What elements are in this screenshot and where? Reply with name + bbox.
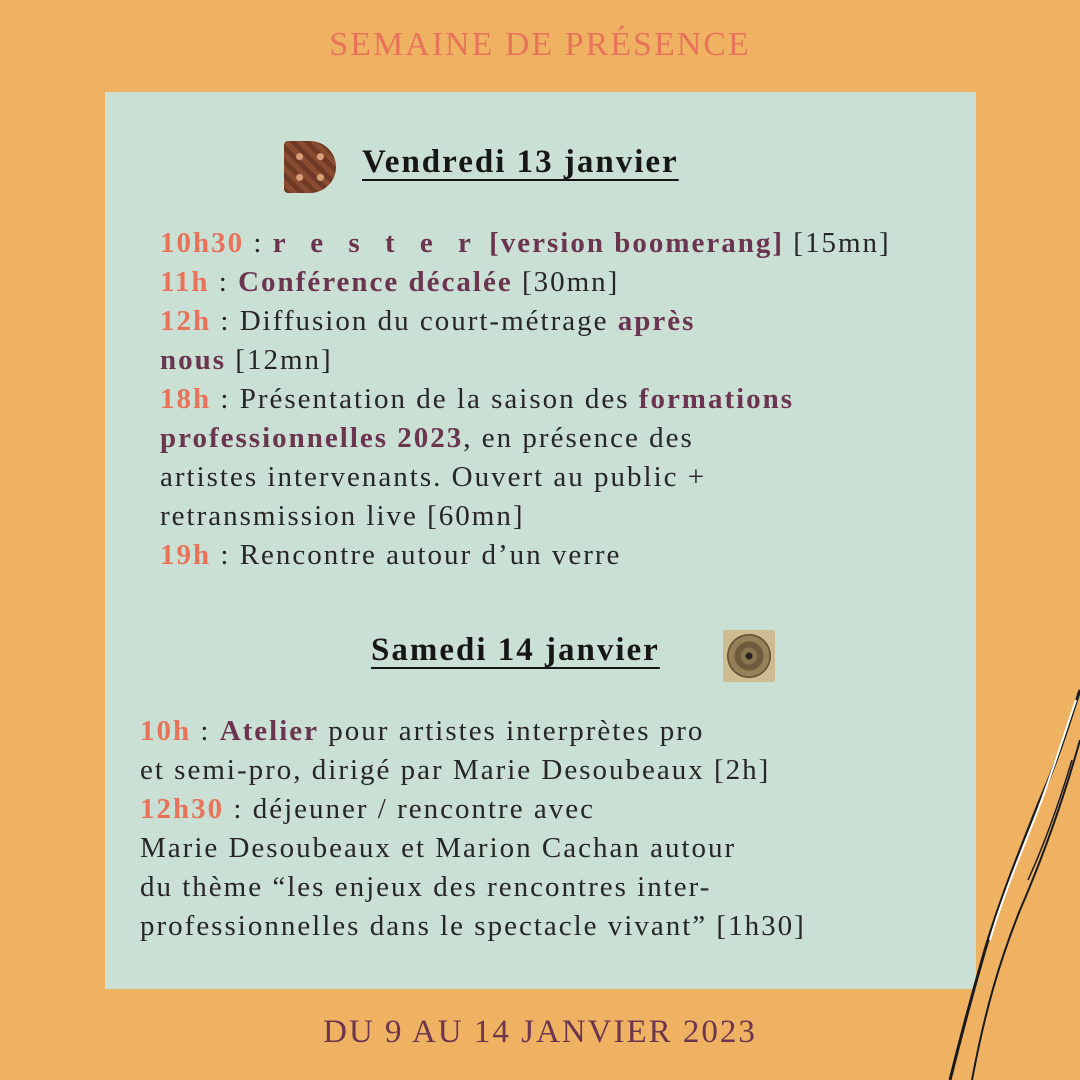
schedule-time: 10h30 [160, 227, 245, 259]
schedule-item-cont: professionnelles dans le spectacle vivant” [1h30] [140, 910, 806, 942]
event-title: Conférence décalée [238, 266, 513, 298]
schedule-time: 18h [160, 383, 212, 415]
schedule-item-cont: et semi-pro, dirigé par Marie Desoubeaux [2h] [140, 754, 771, 786]
friday-heading: Vendredi 13 janvier [362, 144, 679, 180]
schedule-time: 12h30 [140, 793, 225, 825]
schedule-item: 12h30 : déjeuner / rencontre avec [140, 793, 595, 825]
schedule-time: 12h [160, 305, 212, 337]
event-title: formations [638, 383, 795, 415]
event-title: après [617, 305, 696, 337]
schedule-item: 11h : Conférence décalée [30mn] [160, 266, 620, 298]
event-title: nous [160, 344, 227, 376]
schedule-item-cont: professionnelles 2023, en présence des [160, 422, 694, 454]
schedule-time: 11h [160, 266, 210, 298]
saturday-heading: Samedi 14 janvier [371, 632, 660, 668]
schedule-time: 19h [160, 539, 212, 571]
schedule-item: 19h : Rencontre autour d’un verre [160, 539, 622, 571]
schedule-item: 12h : Diffusion du court-métrage après [160, 305, 696, 337]
date-range: DU 9 AU 14 JANVIER 2023 [323, 1014, 757, 1050]
schedule-item: 10h30 : r e s t e r [version boomerang] [15mn] [160, 227, 891, 259]
event-title: professionnelles 2023 [160, 422, 464, 454]
schedule-item-cont: du thème “les enjeux des rencontres inter- [140, 871, 712, 903]
event-title: r e s t e r [272, 227, 480, 259]
schedule-item-cont: nous [12mn] [160, 344, 333, 376]
schedule-time: 10h [140, 715, 192, 747]
event-title: [version boomerang] [479, 227, 785, 259]
schedule-item: 18h : Présentation de la saison des formations [160, 383, 795, 415]
event-title: Atelier [219, 715, 320, 747]
schedule-item-cont: artistes intervenants. Ouvert au public + [160, 461, 707, 493]
page-title: SEMAINE DE PRÉSENCE [329, 26, 751, 63]
schedule-item-cont: Marie Desoubeaux et Marion Cachan autour [140, 832, 737, 864]
schedule-item-cont: retransmission live [60mn] [160, 500, 525, 532]
schedule-item: 10h : Atelier pour artistes interprètes pro [140, 715, 705, 747]
